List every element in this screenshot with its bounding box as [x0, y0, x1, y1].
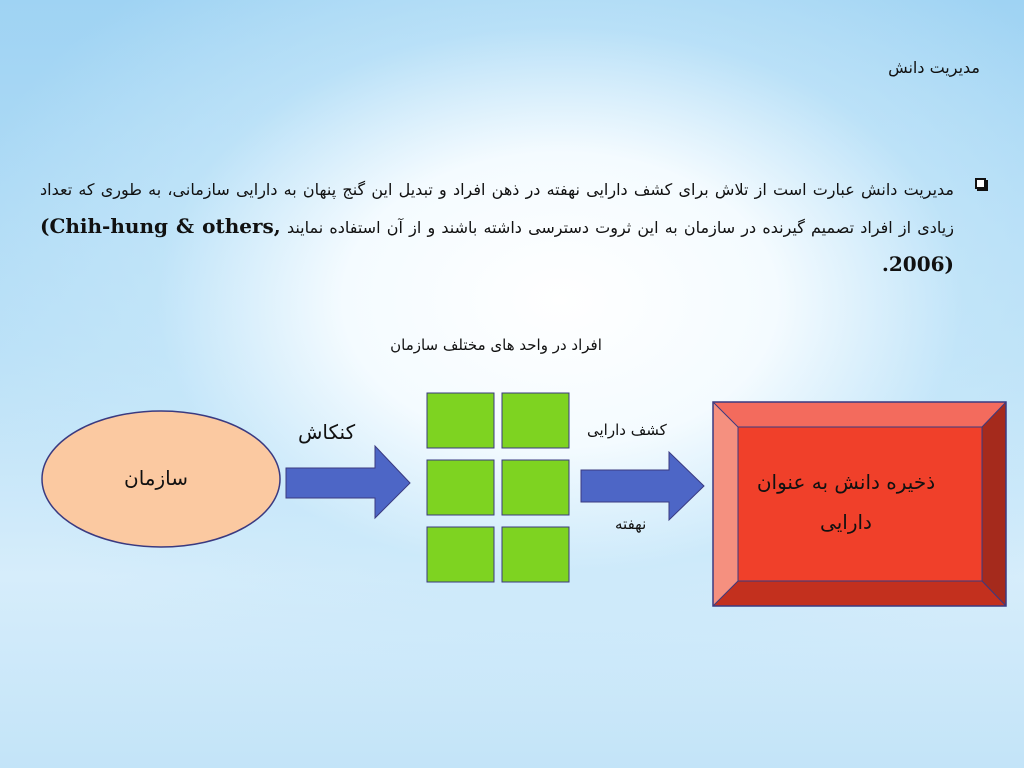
unit-square [427, 460, 494, 515]
interaction-label: کنکاش [298, 420, 356, 444]
discovery-label-top: کشف دارایی [587, 421, 667, 439]
discovery-arrow [581, 452, 704, 520]
diagram-caption: افراد در واحد های مختلف سازمان [390, 336, 602, 354]
citation-period: . [881, 252, 889, 276]
bevel-bottom [713, 581, 1006, 606]
citation: (Chih-hung & others, 2006) [40, 214, 954, 276]
organization-label: سازمان [124, 466, 189, 490]
unit-square [502, 460, 569, 515]
unit-square [502, 393, 569, 448]
people-units-grid [427, 393, 569, 582]
definition-text: مدیریت دانش عبارت است از تلاش برای کشف دارایی نهفته در ذهن افراد و تبدیل این گنج پنهان به دارایی سازمانی، به طوری که تعداد زیادی از افراد تصمیم گیرنده در سازمان به این ثروت دسترسی داشته باشند و از آن استفاده نمایند [40, 180, 954, 237]
unit-square [427, 393, 494, 448]
discovery-label-bottom: نهفته [615, 515, 647, 533]
page-title: مدیریت دانش [888, 58, 980, 77]
interaction-arrow [286, 446, 410, 518]
bevel-right [982, 402, 1006, 606]
knowledge-store-label: ذخیره دانش به عنوان دارایی [756, 470, 936, 534]
bevel-top [713, 402, 1006, 427]
unit-square [502, 527, 569, 582]
unit-square [427, 527, 494, 582]
bevel-left [713, 402, 738, 606]
